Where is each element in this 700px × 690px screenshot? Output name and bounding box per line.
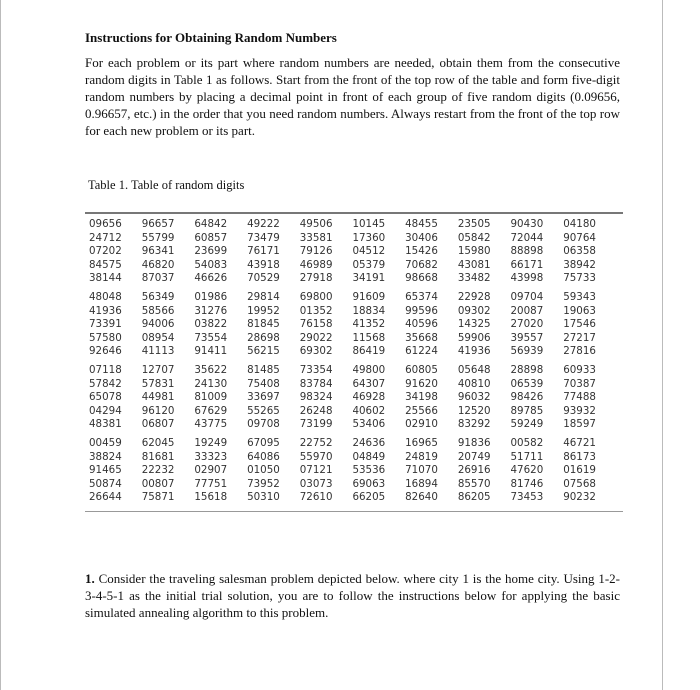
table-cell: 99596 xyxy=(405,304,438,317)
page-border-left xyxy=(0,0,1,690)
table-cell: 43918 xyxy=(247,258,280,271)
table-cell: 39557 xyxy=(510,331,544,344)
table-cell: 28898 xyxy=(510,363,544,376)
table-cell: 24130 xyxy=(194,377,228,390)
table-cell: 85570 xyxy=(457,477,491,490)
table-cell: 33482 xyxy=(457,272,491,285)
table-cell: 07568 xyxy=(563,477,596,490)
table-cell: 73479 xyxy=(247,231,280,244)
table-row xyxy=(85,272,623,286)
table-cell: 19063 xyxy=(563,304,596,317)
table-cell: 71070 xyxy=(405,464,438,477)
table-row xyxy=(85,345,623,359)
table-cell: 53406 xyxy=(352,418,386,431)
table-cell: 60805 xyxy=(405,363,438,376)
table-cell: 58566 xyxy=(141,304,175,317)
table-cell: 55799 xyxy=(141,231,175,244)
table-cell: 05842 xyxy=(457,231,491,244)
table-cell: 81746 xyxy=(510,477,544,490)
table-cell: 64086 xyxy=(247,450,280,463)
table-cell: 73952 xyxy=(247,477,280,490)
table-row xyxy=(85,259,623,273)
table-cell: 46989 xyxy=(299,258,333,271)
table-cell: 26644 xyxy=(89,491,122,504)
table-row xyxy=(85,378,623,392)
table-row xyxy=(85,364,623,378)
table-cell: 24636 xyxy=(352,436,386,449)
table-cell: 38824 xyxy=(89,450,122,463)
table-cell: 26916 xyxy=(457,464,491,477)
table-row xyxy=(85,451,623,465)
table-cell: 53536 xyxy=(352,464,386,477)
table-cell: 04294 xyxy=(89,404,122,417)
table-cell: 18597 xyxy=(563,418,596,431)
table-cell: 96032 xyxy=(457,391,491,404)
table-cell: 91411 xyxy=(194,345,228,358)
table-cell: 91620 xyxy=(405,377,438,390)
table-cell: 03822 xyxy=(194,318,228,331)
table-cell: 24712 xyxy=(89,231,122,244)
table-row xyxy=(85,464,623,478)
table-cell: 48048 xyxy=(89,290,122,303)
table-cell: 06358 xyxy=(563,245,596,258)
table-cell: 57831 xyxy=(141,377,175,390)
table-cell: 46928 xyxy=(352,391,386,404)
table-cell: 51711 xyxy=(510,450,544,463)
table-cell: 18834 xyxy=(352,304,386,317)
table-cell: 57580 xyxy=(89,331,122,344)
table-cell: 15618 xyxy=(194,491,228,504)
table-cell: 03073 xyxy=(299,477,333,490)
table-cell: 30406 xyxy=(405,231,438,244)
table-cell: 28698 xyxy=(247,331,280,344)
table-cell: 48455 xyxy=(405,218,438,230)
table-cell: 59249 xyxy=(510,418,544,431)
table-row xyxy=(85,437,623,451)
table-cell: 33697 xyxy=(247,391,280,404)
table-cell: 38942 xyxy=(563,258,596,271)
table-cell: 75733 xyxy=(563,272,596,285)
table-cell: 26248 xyxy=(299,404,333,417)
table-cell: 77488 xyxy=(563,391,596,404)
table-cell: 59906 xyxy=(457,331,491,344)
table-cell: 86205 xyxy=(457,491,491,504)
table-cell: 07202 xyxy=(89,245,122,258)
table-row xyxy=(85,218,623,232)
table-cell: 72044 xyxy=(510,231,544,244)
table-cell: 92646 xyxy=(89,345,122,358)
table-cell: 31276 xyxy=(194,304,228,317)
table-cell: 23505 xyxy=(457,218,491,230)
table-cell: 44981 xyxy=(141,391,175,404)
table-cell: 54083 xyxy=(194,258,228,271)
table-cell: 41352 xyxy=(352,318,386,331)
table-cell: 90430 xyxy=(510,218,544,230)
table-cell: 61224 xyxy=(405,345,438,358)
table-cell: 81009 xyxy=(194,391,228,404)
table-cell: 82640 xyxy=(405,491,438,504)
table-cell: 38144 xyxy=(89,272,122,285)
table-cell: 43998 xyxy=(510,272,544,285)
table-cell: 98324 xyxy=(299,391,333,404)
table-cell: 14325 xyxy=(457,318,491,331)
table-cell: 79126 xyxy=(299,245,333,258)
table-row xyxy=(85,332,623,346)
table-cell: 91465 xyxy=(89,464,122,477)
table-cell: 43081 xyxy=(457,258,491,271)
table-cell: 16894 xyxy=(405,477,438,490)
table-row-group xyxy=(85,437,623,505)
table-cell: 72610 xyxy=(299,491,333,504)
table-row xyxy=(85,491,623,505)
table-cell: 50310 xyxy=(247,491,280,504)
table-cell: 73354 xyxy=(299,363,333,376)
table-cell: 66171 xyxy=(510,258,544,271)
table-cell: 00582 xyxy=(510,436,544,449)
table-cell: 35668 xyxy=(405,331,438,344)
table-cell: 40602 xyxy=(352,404,386,417)
table-cell: 27816 xyxy=(563,345,596,358)
table-cell: 22232 xyxy=(141,464,175,477)
table-cell: 75408 xyxy=(247,377,280,390)
table-cell: 62045 xyxy=(141,436,175,449)
table-cell: 55970 xyxy=(299,450,333,463)
table-cell: 55265 xyxy=(247,404,280,417)
table-cell: 67095 xyxy=(247,436,280,449)
table-cell: 77751 xyxy=(194,477,228,490)
table-cell: 70529 xyxy=(247,272,280,285)
table-row-group xyxy=(85,218,623,286)
table-cell: 24819 xyxy=(405,450,438,463)
table-cell: 15426 xyxy=(405,245,438,258)
table-cell: 56349 xyxy=(141,290,175,303)
table-caption: Table 1. Table of random digits xyxy=(88,178,245,192)
table-cell: 01352 xyxy=(299,304,333,317)
table-cell: 09656 xyxy=(89,218,122,230)
table-cell: 34198 xyxy=(405,391,438,404)
table-cell: 43775 xyxy=(194,418,228,431)
table-row xyxy=(85,305,623,319)
table-cell: 09708 xyxy=(247,418,280,431)
table-cell: 46820 xyxy=(141,258,175,271)
table-cell: 07121 xyxy=(299,464,333,477)
table-cell: 20087 xyxy=(510,304,544,317)
table-cell: 33323 xyxy=(194,450,228,463)
table-cell: 05648 xyxy=(457,363,491,376)
table-cell: 60857 xyxy=(194,231,228,244)
table-cell: 50874 xyxy=(89,477,122,490)
table-cell: 11568 xyxy=(352,331,386,344)
table-cell: 73554 xyxy=(194,331,228,344)
table-row xyxy=(85,405,623,419)
table-cell: 17546 xyxy=(563,318,596,331)
table-cell: 87037 xyxy=(141,272,175,285)
table-row-group xyxy=(85,364,623,432)
table-cell: 02907 xyxy=(194,464,228,477)
table-cell: 89785 xyxy=(510,404,544,417)
table-cell: 00459 xyxy=(89,436,122,449)
table-cell: 25566 xyxy=(405,404,438,417)
table-cell: 49800 xyxy=(352,363,386,376)
table-cell: 23699 xyxy=(194,245,228,258)
table-cell: 75871 xyxy=(141,491,175,504)
table-cell: 69063 xyxy=(352,477,386,490)
table-cell: 98426 xyxy=(510,391,544,404)
table-cell: 96657 xyxy=(141,218,175,230)
table-cell: 60933 xyxy=(563,363,596,376)
table-cell: 33581 xyxy=(299,231,333,244)
random-digits-table xyxy=(85,212,623,512)
table-cell: 57842 xyxy=(89,377,122,390)
table-row xyxy=(85,232,623,246)
table-cell: 00807 xyxy=(141,477,175,490)
table-cell: 05379 xyxy=(352,258,386,271)
table-cell: 98668 xyxy=(405,272,438,285)
question-paragraph xyxy=(85,570,620,621)
table-row xyxy=(85,418,623,432)
table-cell: 67629 xyxy=(194,404,228,417)
table-cell: 02910 xyxy=(405,418,438,431)
table-cell: 47620 xyxy=(510,464,544,477)
table-cell: 66205 xyxy=(352,491,386,504)
table-cell: 49222 xyxy=(247,218,280,230)
table-cell: 06807 xyxy=(141,418,175,431)
table-row xyxy=(85,478,623,492)
table-cell: 41936 xyxy=(89,304,122,317)
table-cell: 76171 xyxy=(247,245,280,258)
table-cell: 01050 xyxy=(247,464,280,477)
question-number: 1. xyxy=(85,571,95,586)
table-cell: 73199 xyxy=(299,418,333,431)
table-cell: 96120 xyxy=(141,404,175,417)
table-cell: 04849 xyxy=(352,450,386,463)
table-cell: 56939 xyxy=(510,345,544,358)
table-cell: 01619 xyxy=(563,464,596,477)
table-cell: 08954 xyxy=(141,331,175,344)
table-cell: 69302 xyxy=(299,345,333,358)
table-cell: 12520 xyxy=(457,404,491,417)
table-cell: 93932 xyxy=(563,404,596,417)
table-cell: 22928 xyxy=(457,290,491,303)
question-text: Consider the traveling salesman problem depicted below. where city 1 is the home city. Using 1-2-3-4-5-1 as the initial trial solution, you are to follow the instructions below for applying the basic simulated annealing algorithm to this problem. xyxy=(85,571,620,620)
table-cell: 56215 xyxy=(247,345,280,358)
table-cell: 09704 xyxy=(510,290,544,303)
page-border-right xyxy=(662,0,663,690)
table-cell: 91609 xyxy=(352,290,386,303)
table-cell: 76158 xyxy=(299,318,333,331)
table-cell: 86173 xyxy=(563,450,596,463)
section-title: Instructions for Obtaining Random Numbers xyxy=(85,30,337,45)
table-cell: 88898 xyxy=(510,245,544,258)
table-cell: 70387 xyxy=(563,377,596,390)
table-cell: 34191 xyxy=(352,272,386,285)
table-cell: 41936 xyxy=(457,345,491,358)
table-cell: 48381 xyxy=(89,418,122,431)
table-cell: 73391 xyxy=(89,318,122,331)
table-cell: 83784 xyxy=(299,377,333,390)
table-cell: 46626 xyxy=(194,272,228,285)
table-cell: 27020 xyxy=(510,318,544,331)
table-cell: 70682 xyxy=(405,258,438,271)
table-cell: 15980 xyxy=(457,245,491,258)
table-cell: 19249 xyxy=(194,436,228,449)
table-cell: 64307 xyxy=(352,377,386,390)
table-cell: 84575 xyxy=(89,258,122,271)
table-cell: 29022 xyxy=(299,331,333,344)
table-cell: 65374 xyxy=(405,290,438,303)
table-cell: 46721 xyxy=(563,436,596,449)
table-cell: 86419 xyxy=(352,345,386,358)
table-cell: 90764 xyxy=(563,231,596,244)
table-cell: 27918 xyxy=(299,272,333,285)
table-cell: 07118 xyxy=(89,363,122,376)
table-cell: 64842 xyxy=(194,218,228,230)
table-cell: 17360 xyxy=(352,231,386,244)
table-cell: 20749 xyxy=(457,450,491,463)
table-cell: 27217 xyxy=(563,331,596,344)
table-cell: 91836 xyxy=(457,436,491,449)
table-cell: 81681 xyxy=(141,450,175,463)
table-cell: 41113 xyxy=(141,345,175,358)
table-cell: 06539 xyxy=(510,377,544,390)
table-cell: 81485 xyxy=(247,363,280,376)
table-cell: 40596 xyxy=(405,318,438,331)
table-cell: 12707 xyxy=(141,363,175,376)
table-cell: 01986 xyxy=(194,290,228,303)
table-cell: 16965 xyxy=(405,436,438,449)
table-row-group xyxy=(85,291,623,359)
table-cell: 59343 xyxy=(563,290,596,303)
table-cell: 49506 xyxy=(299,218,333,230)
table-row xyxy=(85,291,623,305)
table-cell: 94006 xyxy=(141,318,175,331)
table-cell: 65078 xyxy=(89,391,122,404)
table-cell: 29814 xyxy=(247,290,280,303)
table-cell: 73453 xyxy=(510,491,544,504)
table-cell: 83292 xyxy=(457,418,491,431)
table-cell: 04180 xyxy=(563,218,596,230)
table-cell: 90232 xyxy=(563,491,596,504)
table-row xyxy=(85,318,623,332)
table-cell: 35622 xyxy=(194,363,228,376)
table-cell: 04512 xyxy=(352,245,386,258)
table-row xyxy=(85,245,623,259)
table-cell: 22752 xyxy=(299,436,333,449)
instructions-paragraph: For each problem or its part where random numbers are needed, obtain them from the consecutive random digits in Table 1 as follows. Start from the front of the top row of the table and form five-digit random numbers by placing a decimal point in front of each group of five random digits (0.09656, 0.96657, etc.) in the order that you need random numbers. Always restart from the front of the top row for each new problem or its part. xyxy=(85,55,620,138)
table-cell: 96341 xyxy=(141,245,175,258)
table-cell: 40810 xyxy=(457,377,491,390)
table-cell: 10145 xyxy=(352,218,386,230)
table-cell: 19952 xyxy=(247,304,280,317)
table-cell: 69800 xyxy=(299,290,333,303)
table-row xyxy=(85,391,623,405)
table-cell: 09302 xyxy=(457,304,491,317)
table-cell: 81845 xyxy=(247,318,280,331)
